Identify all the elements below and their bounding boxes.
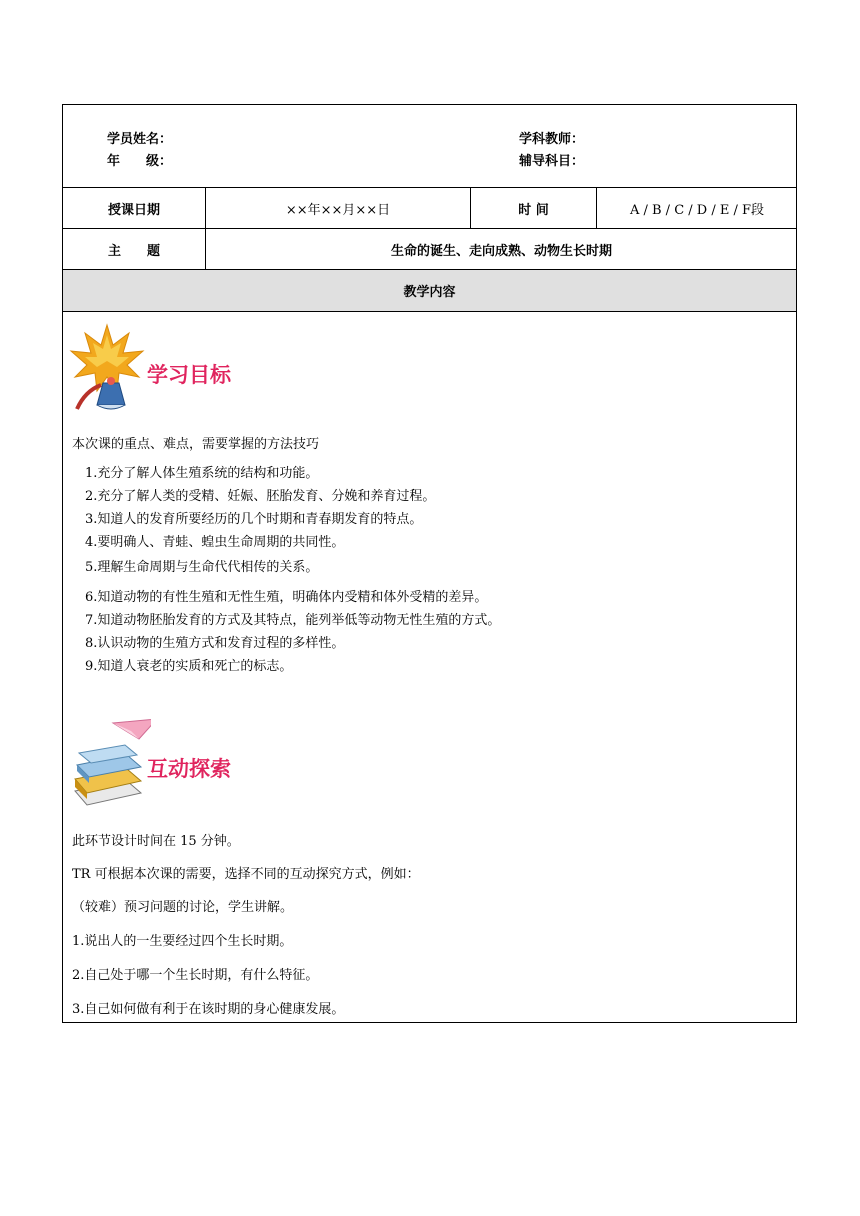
learning-goals-title: 学习目标 [147, 363, 231, 387]
interactive-explore-title: 互动探索 [147, 757, 231, 781]
interactive-explore-banner [69, 717, 259, 811]
grade-label: 年 级： [107, 154, 173, 169]
goals-intro: 本次课的重点、难点，需要掌握的方法技巧 [72, 437, 320, 452]
student-name-label: 学员姓名： [107, 132, 173, 147]
explore-line: 3.自己如何做有利于在该时期的身心健康发展。 [72, 1002, 345, 1017]
date-label: 授课日期 [107, 202, 160, 218]
lesson-plan-sheet [62, 104, 797, 1023]
goal-item: 7.知道动物胚胎发育的方式及其特点，能列举低等动物无性生殖的方式。 [85, 613, 501, 628]
explore-line: （较难）预习问题的讨论，学生讲解。 [72, 900, 294, 915]
goal-item: 1.充分了解人体生殖系统的结构和功能。 [85, 466, 319, 481]
goal-item: 9.知道人衰老的实质和死亡的标志。 [85, 659, 293, 674]
topic-label: 主 题 [107, 243, 160, 259]
goal-item: 3.知道人的发育所要经历的几个时期和青春期发育的特点。 [85, 512, 423, 527]
header-block [63, 105, 796, 188]
goal-item: 8.认识动物的生殖方式和发育过程的多样性。 [85, 636, 345, 651]
books-icon [69, 717, 151, 811]
explore-line: 此环节设计时间在 15 分钟。 [72, 834, 240, 849]
maple-bell-icon [67, 321, 147, 413]
learning-goals-banner [67, 321, 257, 413]
content-header [63, 270, 796, 312]
goal-item: 2.充分了解人类的受精、妊娠、胚胎发育、分娩和养育过程。 [85, 489, 436, 504]
info-row [63, 188, 796, 229]
content-header-title: 教学内容 [403, 285, 456, 300]
explore-line: 2.自己处于哪一个生长时期，有什么特征。 [72, 968, 319, 983]
goal-item: 5.理解生命周期与生命代代相传的关系。 [85, 560, 319, 575]
explore-line: TR 可根据本次课的需要，选择不同的互动探究方式，例如： [72, 867, 420, 882]
explore-line: 1.说出人的一生要经过四个生长时期。 [72, 934, 293, 949]
topic-row [63, 229, 796, 270]
goal-item: 6.知道动物的有性生殖和无性生殖，明确体内受精和体外受精的差异。 [85, 590, 488, 605]
goal-item: 4.要明确人、青蛙、蝗虫生命周期的共同性。 [85, 535, 345, 550]
subject-label: 辅导科目： [519, 154, 585, 169]
topic-value: 生命的诞生、走向成熟、动物生长时期 [205, 229, 797, 269]
date-value: ××年××月××日 [205, 188, 470, 228]
time-label: 时 间 [470, 188, 596, 228]
teacher-label: 学科教师： [519, 132, 585, 147]
time-value: A / B / C / D / E / F段 [596, 188, 797, 228]
